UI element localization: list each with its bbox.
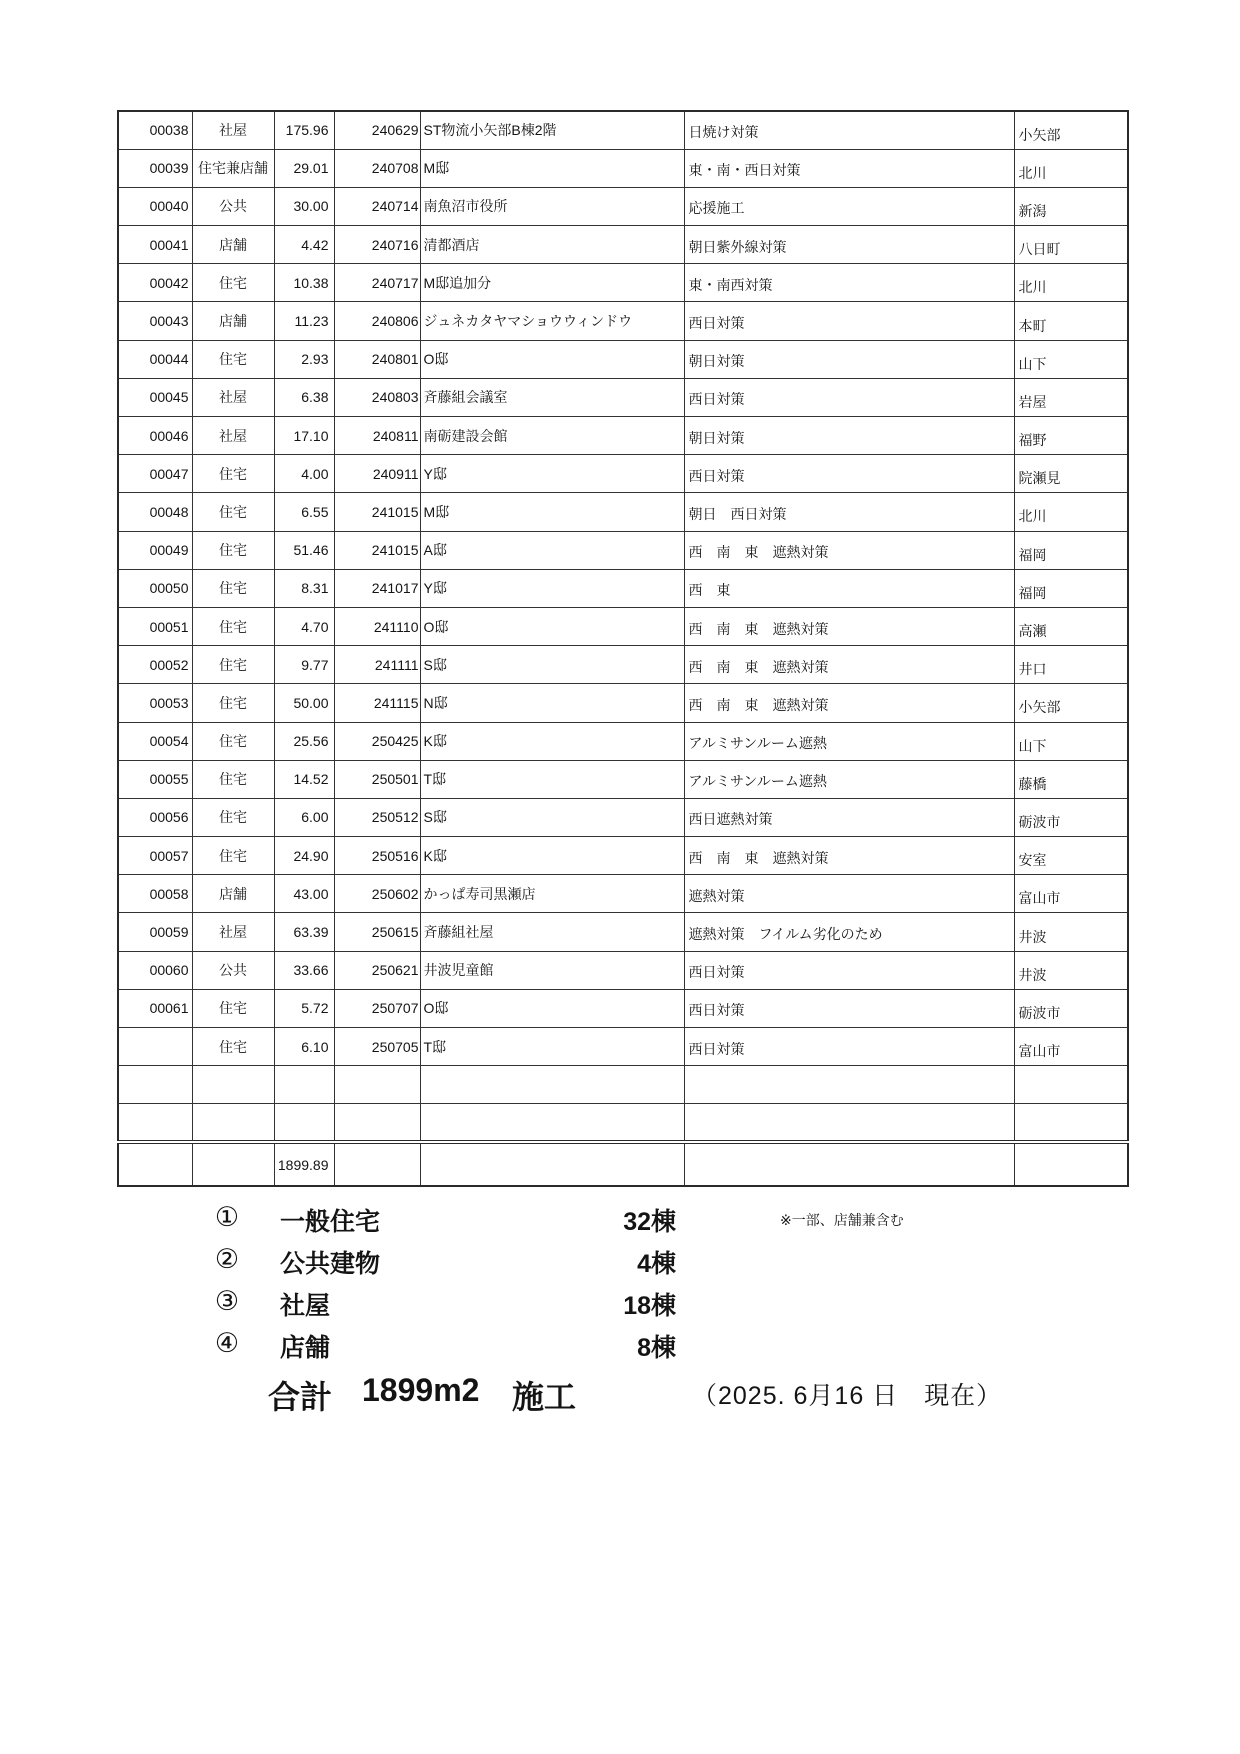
- cell-name: S邸: [420, 798, 684, 836]
- cell-name: N邸: [420, 684, 684, 722]
- summary-note: ※一部、店舗兼含む: [780, 1212, 904, 1228]
- cell-no: 00040: [118, 187, 192, 225]
- cell-place: 北川: [1014, 149, 1128, 187]
- cell-note: 遮熱対策 フイルム劣化のため: [684, 913, 1014, 951]
- table-row: [118, 760, 1128, 798]
- cell-type: 住宅: [192, 684, 274, 722]
- cell-note: 朝日紫外線対策: [684, 226, 1014, 264]
- cell-area: 4.70: [274, 607, 334, 645]
- cell-name: 清都酒店: [420, 226, 684, 264]
- cell-name: 南砺建設会館: [420, 417, 684, 455]
- cell-no: [118, 1066, 192, 1104]
- cell-no: 00043: [118, 302, 192, 340]
- cell-code: 241017: [334, 569, 420, 607]
- cell-place: [1014, 1104, 1128, 1142]
- cell-no: 00057: [118, 837, 192, 875]
- total-area: 1899.89: [274, 1142, 334, 1186]
- cell-area: 6.00: [274, 798, 334, 836]
- cell-code: 250425: [334, 722, 420, 760]
- cell-code: 250501: [334, 760, 420, 798]
- cell-code: 250705: [334, 1028, 420, 1066]
- cell-no: 00045: [118, 378, 192, 416]
- cell-area: 24.90: [274, 837, 334, 875]
- cell-note: 西日対策: [684, 302, 1014, 340]
- cell-no: 00050: [118, 569, 192, 607]
- total-line: [0, 1372, 1240, 1420]
- cell-name: 斉藤組会議室: [420, 378, 684, 416]
- cell-note: 西日対策: [684, 455, 1014, 493]
- cell-area: [274, 1066, 334, 1104]
- cell-type: 住宅: [192, 989, 274, 1027]
- cell-type: 住宅: [192, 837, 274, 875]
- cell-no: 00061: [118, 989, 192, 1027]
- cell-name: S邸: [420, 646, 684, 684]
- cell-code: 241015: [334, 493, 420, 531]
- cell-note: アルミサンルーム遮熱: [684, 722, 1014, 760]
- cell-type: 社屋: [192, 913, 274, 951]
- cell-note: [684, 1066, 1014, 1104]
- table-row: [118, 951, 1128, 989]
- cell-no: 00060: [118, 951, 192, 989]
- cell-code: 240714: [334, 187, 420, 225]
- cell-name: 南魚沼市役所: [420, 187, 684, 225]
- cell-area: 5.72: [274, 989, 334, 1027]
- total-value: 1899m2: [362, 1372, 480, 1408]
- cell-type: 公共: [192, 187, 274, 225]
- cell-note: 西 南 東 遮熱対策: [684, 531, 1014, 569]
- summary-item: [0, 1244, 1240, 1284]
- cell-area: 6.38: [274, 378, 334, 416]
- summary-count: 8棟: [637, 1334, 676, 1362]
- cell-name: O邸: [420, 607, 684, 645]
- cell-code: 250516: [334, 837, 420, 875]
- cell-place: 福野: [1014, 417, 1128, 455]
- table-row: [118, 569, 1128, 607]
- cell-type: 住宅: [192, 264, 274, 302]
- cell-place: [1014, 1066, 1128, 1104]
- cell-area: 29.01: [274, 149, 334, 187]
- cell-name: O邸: [420, 989, 684, 1027]
- cell-note: 東・南・西日対策: [684, 149, 1014, 187]
- cell-type: 住宅: [192, 722, 274, 760]
- ledger-body: [118, 111, 1128, 1186]
- cell-code: 240911: [334, 455, 420, 493]
- table-row: [118, 340, 1128, 378]
- cell-code: 241111: [334, 646, 420, 684]
- table-row: [118, 1066, 1128, 1104]
- cell-no: 00052: [118, 646, 192, 684]
- cell-place: 北川: [1014, 264, 1128, 302]
- cell-note: 西 南 東 遮熱対策: [684, 837, 1014, 875]
- cell-code: 240717: [334, 264, 420, 302]
- ledger-table: [117, 110, 1129, 1187]
- cell-no: 00055: [118, 760, 192, 798]
- cell-code: 241115: [334, 684, 420, 722]
- cell-place: 高瀬: [1014, 607, 1128, 645]
- summary-number: ②: [214, 1244, 240, 1274]
- cell-note: 日焼け対策: [684, 111, 1014, 149]
- cell-note: 西日対策: [684, 951, 1014, 989]
- cell-place: 安室: [1014, 837, 1128, 875]
- table-row: [118, 989, 1128, 1027]
- total-cell-type: [192, 1142, 274, 1186]
- cell-no: 00058: [118, 875, 192, 913]
- cell-note: 西日対策: [684, 1028, 1014, 1066]
- cell-type: 社屋: [192, 417, 274, 455]
- cell-type: 住宅: [192, 798, 274, 836]
- cell-note: [684, 1104, 1014, 1142]
- table-row: [118, 1104, 1128, 1142]
- table-row: [118, 722, 1128, 760]
- cell-type: 住宅: [192, 646, 274, 684]
- cell-code: [334, 1066, 420, 1104]
- table-row: [118, 837, 1128, 875]
- cell-type: 住宅: [192, 760, 274, 798]
- cell-code: 240629: [334, 111, 420, 149]
- cell-place: 北川: [1014, 493, 1128, 531]
- summary-count: 4棟: [637, 1250, 676, 1278]
- cell-type: 公共: [192, 951, 274, 989]
- cell-no: 00054: [118, 722, 192, 760]
- cell-type: 住宅: [192, 531, 274, 569]
- cell-place: 井口: [1014, 646, 1128, 684]
- table-row: [118, 1028, 1128, 1066]
- cell-area: 4.00: [274, 455, 334, 493]
- cell-note: 遮熱対策: [684, 875, 1014, 913]
- table-row: [118, 149, 1128, 187]
- cell-no: 00041: [118, 226, 192, 264]
- cell-area: 4.42: [274, 226, 334, 264]
- cell-no: 00038: [118, 111, 192, 149]
- cell-type: 店舗: [192, 302, 274, 340]
- cell-no: 00056: [118, 798, 192, 836]
- cell-name: O邸: [420, 340, 684, 378]
- cell-code: 250512: [334, 798, 420, 836]
- cell-name: 井波児童館: [420, 951, 684, 989]
- summary-label: 社屋: [280, 1292, 331, 1320]
- cell-place: 藤橋: [1014, 760, 1128, 798]
- cell-area: 25.56: [274, 722, 334, 760]
- cell-no: 00048: [118, 493, 192, 531]
- cell-name: M邸追加分: [420, 264, 684, 302]
- table-row: [118, 226, 1128, 264]
- cell-area: 10.38: [274, 264, 334, 302]
- table-row: [118, 378, 1128, 416]
- summary-label: 店舗: [280, 1334, 331, 1362]
- summary-number: ④: [214, 1328, 240, 1358]
- cell-no: 00059: [118, 913, 192, 951]
- cell-area: 6.55: [274, 493, 334, 531]
- table-row: [118, 531, 1128, 569]
- table-row: [118, 646, 1128, 684]
- summary-item: [0, 1202, 1240, 1242]
- cell-code: 240806: [334, 302, 420, 340]
- cell-area: [274, 1104, 334, 1142]
- cell-name: M邸: [420, 493, 684, 531]
- cell-area: 11.23: [274, 302, 334, 340]
- cell-name: T邸: [420, 1028, 684, 1066]
- total-date: （2025. 6月16 日 現在）: [692, 1382, 1003, 1410]
- summary-item: [0, 1286, 1240, 1326]
- cell-type: 住宅: [192, 455, 274, 493]
- cell-area: 6.10: [274, 1028, 334, 1066]
- cell-area: 8.31: [274, 569, 334, 607]
- cell-place: 砺波市: [1014, 798, 1128, 836]
- cell-note: 西 南 東 遮熱対策: [684, 684, 1014, 722]
- cell-place: 小矢部: [1014, 111, 1128, 149]
- cell-no: 00051: [118, 607, 192, 645]
- table-row: [118, 798, 1128, 836]
- cell-name: Y邸: [420, 455, 684, 493]
- cell-no: 00047: [118, 455, 192, 493]
- cell-name: M邸: [420, 149, 684, 187]
- cell-no: 00046: [118, 417, 192, 455]
- cell-type: [192, 1066, 274, 1104]
- cell-type: 住宅: [192, 607, 274, 645]
- cell-note: 西 南 東 遮熱対策: [684, 646, 1014, 684]
- summary-number: ③: [214, 1286, 240, 1316]
- cell-no: [118, 1104, 192, 1142]
- cell-area: 14.52: [274, 760, 334, 798]
- cell-note: 朝日 西日対策: [684, 493, 1014, 531]
- summary-count: 32棟: [623, 1208, 676, 1236]
- table-row: [118, 875, 1128, 913]
- cell-code: 240801: [334, 340, 420, 378]
- cell-note: 朝日対策: [684, 340, 1014, 378]
- cell-area: 50.00: [274, 684, 334, 722]
- cell-note: 西 南 東 遮熱対策: [684, 607, 1014, 645]
- table-row: [118, 493, 1128, 531]
- cell-area: 175.96: [274, 111, 334, 149]
- total-cell-note: [684, 1142, 1014, 1186]
- table-row: [118, 264, 1128, 302]
- cell-place: 福岡: [1014, 569, 1128, 607]
- cell-area: 43.00: [274, 875, 334, 913]
- total-action: 施工: [512, 1379, 577, 1415]
- cell-no: 00044: [118, 340, 192, 378]
- cell-area: 63.39: [274, 913, 334, 951]
- cell-place: 井波: [1014, 951, 1128, 989]
- cell-code: 240716: [334, 226, 420, 264]
- table-row: [118, 417, 1128, 455]
- cell-place: 山下: [1014, 722, 1128, 760]
- cell-place: 小矢部: [1014, 684, 1128, 722]
- cell-place: 院瀬見: [1014, 455, 1128, 493]
- cell-type: 社屋: [192, 111, 274, 149]
- table-row: [118, 913, 1128, 951]
- cell-code: [334, 1104, 420, 1142]
- total-cell-place: [1014, 1142, 1128, 1186]
- cell-type: 住宅: [192, 1028, 274, 1066]
- cell-name: かっぱ寿司黒瀬店: [420, 875, 684, 913]
- cell-name: K邸: [420, 837, 684, 875]
- cell-area: 33.66: [274, 951, 334, 989]
- cell-code: 241110: [334, 607, 420, 645]
- cell-name: ST物流小矢部B棟2階: [420, 111, 684, 149]
- cell-area: 17.10: [274, 417, 334, 455]
- cell-note: 応援施工: [684, 187, 1014, 225]
- cell-note: 西日対策: [684, 989, 1014, 1027]
- cell-note: 西日対策: [684, 378, 1014, 416]
- cell-name: K邸: [420, 722, 684, 760]
- cell-type: 住宅: [192, 493, 274, 531]
- summary-item: [0, 1328, 1240, 1368]
- cell-name: 斉藤組社屋: [420, 913, 684, 951]
- cell-no: 00039: [118, 149, 192, 187]
- summary-count: 18棟: [623, 1292, 676, 1320]
- table-row: [118, 111, 1128, 149]
- summary-number: ①: [214, 1202, 240, 1232]
- cell-name: A邸: [420, 531, 684, 569]
- cell-place: 本町: [1014, 302, 1128, 340]
- cell-note: 東・南西対策: [684, 264, 1014, 302]
- cell-area: 30.00: [274, 187, 334, 225]
- cell-note: アルミサンルーム遮熱: [684, 760, 1014, 798]
- cell-code: 250621: [334, 951, 420, 989]
- total-row: [118, 1142, 1128, 1186]
- total-cell-name: [420, 1142, 684, 1186]
- cell-place: 富山市: [1014, 1028, 1128, 1066]
- cell-type: 住宅: [192, 340, 274, 378]
- table-row: [118, 455, 1128, 493]
- cell-name: [420, 1104, 684, 1142]
- total-cell-code: [334, 1142, 420, 1186]
- cell-code: 250602: [334, 875, 420, 913]
- table-row: [118, 607, 1128, 645]
- table-row: [118, 302, 1128, 340]
- cell-code: 250615: [334, 913, 420, 951]
- cell-place: 八日町: [1014, 226, 1128, 264]
- cell-name: Y邸: [420, 569, 684, 607]
- cell-note: 朝日対策: [684, 417, 1014, 455]
- total-label: 合計: [268, 1379, 333, 1415]
- cell-type: 店舗: [192, 875, 274, 913]
- cell-no: 00053: [118, 684, 192, 722]
- cell-type: 店舗: [192, 226, 274, 264]
- cell-name: ジュネカタヤマショウウィンドウ: [420, 302, 684, 340]
- cell-code: 250707: [334, 989, 420, 1027]
- table-row: [118, 684, 1128, 722]
- total-cell-no: [118, 1142, 192, 1186]
- cell-place: 山下: [1014, 340, 1128, 378]
- cell-no: 00042: [118, 264, 192, 302]
- table-row: [118, 187, 1128, 225]
- cell-type: [192, 1104, 274, 1142]
- cell-code: 240803: [334, 378, 420, 416]
- cell-type: 社屋: [192, 378, 274, 416]
- cell-area: 2.93: [274, 340, 334, 378]
- cell-code: 240811: [334, 417, 420, 455]
- cell-place: 砺波市: [1014, 989, 1128, 1027]
- summary-label: 公共建物: [280, 1250, 381, 1278]
- cell-place: 福岡: [1014, 531, 1128, 569]
- cell-code: 241015: [334, 531, 420, 569]
- summary-label: 一般住宅: [280, 1208, 381, 1236]
- cell-code: 240708: [334, 149, 420, 187]
- cell-type: 住宅兼店舗: [192, 149, 274, 187]
- cell-place: 井波: [1014, 913, 1128, 951]
- cell-place: 新潟: [1014, 187, 1128, 225]
- cell-name: [420, 1066, 684, 1104]
- cell-note: 西日遮熱対策: [684, 798, 1014, 836]
- cell-place: 岩屋: [1014, 378, 1128, 416]
- cell-note: 西 東: [684, 569, 1014, 607]
- cell-area: 51.46: [274, 531, 334, 569]
- cell-area: 9.77: [274, 646, 334, 684]
- cell-no: [118, 1028, 192, 1066]
- cell-no: 00049: [118, 531, 192, 569]
- cell-place: 富山市: [1014, 875, 1128, 913]
- cell-type: 住宅: [192, 569, 274, 607]
- cell-name: T邸: [420, 760, 684, 798]
